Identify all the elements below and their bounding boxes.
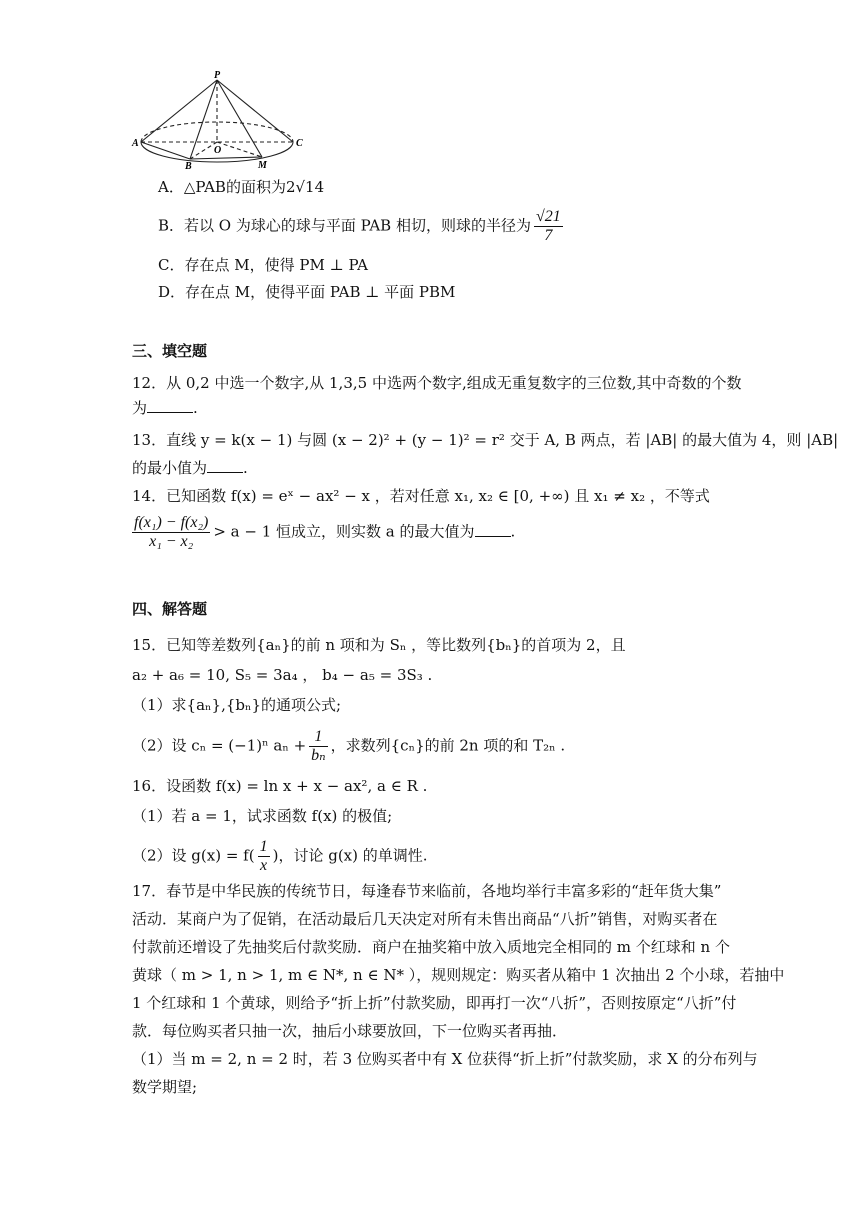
q13-line1: 13．直线 y = k(x − 1) 与圆 (x − 2)² + (y − 1)² = r² 交于 A, B 两点，若 |AB| 的最大值为 4，则 |AB| bbox=[132, 431, 839, 449]
option-b-text: B．若以 O 为球心的球与平面 PAB 相切，则球的半径为 bbox=[158, 216, 531, 235]
q15-part1: （1）求{aₙ},{bₙ}的通项公式; bbox=[132, 696, 342, 714]
q16-fraction bbox=[258, 838, 270, 875]
q14-suffix: . bbox=[510, 522, 516, 541]
cone-figure bbox=[128, 68, 308, 172]
q13-answer-blank bbox=[207, 458, 243, 473]
option-d: D．存在点 M，使得平面 PAB ⊥ 平面 PBM bbox=[158, 283, 456, 301]
option-c: C．存在点 M，使得 PM ⊥ PA bbox=[158, 256, 369, 274]
q17-line6: 款．每位购买者只抽一次，抽后小球要放回，下一位购买者再抽． bbox=[132, 1022, 568, 1040]
option-b bbox=[158, 208, 566, 245]
q17-part1-line2: 数学期望; bbox=[132, 1078, 198, 1096]
q17-line3: 付款前还增设了先抽奖后付款奖励．商户在抽奖箱中放入质地完全相同的 m 个红球和 n 个 bbox=[132, 938, 730, 956]
q12-line1: 12．从 0,2 中选一个数字,从 1,3,5 中选两个数字,组成无重复数字的三位数,其中奇数的个数 bbox=[132, 374, 742, 392]
option-b-den: 7 bbox=[544, 227, 553, 244]
q16-frac-num: 1 bbox=[259, 838, 268, 855]
q15-part2 bbox=[132, 728, 565, 765]
q15-part2-text: （2）设 cₙ = (−1)ⁿ aₙ + bbox=[132, 736, 307, 755]
option-b-num: √21 bbox=[535, 208, 561, 225]
q12-answer-blank bbox=[147, 398, 193, 413]
q16-part2-tail: )，讨论 g(x) 的单调性. bbox=[272, 846, 428, 865]
q15-line1: 15．已知等差数列{aₙ}的前 n 项和为 Sₙ ，等比数列{bₙ}的首项为 2，且 bbox=[132, 636, 626, 654]
q17-part1-line1: （1）当 m = 2, n = 2 时，若 3 位购买者中有 X 位获得“折上折”付款奖励，求 X 的分布列与 bbox=[132, 1050, 758, 1068]
option-a: A．△PAB的面积为2√14 bbox=[158, 178, 325, 196]
q16-line1: 16．设函数 f(x) = ln x + x − ax², a ∈ R . bbox=[132, 777, 428, 795]
q14-frac-num: f(x₁) − f(x₂) bbox=[134, 514, 209, 531]
label-o: O bbox=[214, 145, 222, 156]
q13-prefix: 的最小值为 bbox=[132, 459, 208, 477]
label-p: P bbox=[214, 70, 221, 81]
q14-line2 bbox=[132, 514, 515, 551]
label-c: C bbox=[296, 138, 303, 149]
q14-text: > a − 1 恒成立，则实数 a 的最大值为 bbox=[213, 522, 475, 541]
q12-prefix: 为 bbox=[132, 399, 148, 417]
q16-part2-text: （2）设 g(x) = f( bbox=[132, 846, 255, 865]
q15-line2: a₂ + a₆ = 10, S₅ = 3a₄ ， b₄ − a₅ = 3S₃ . bbox=[132, 666, 433, 684]
q15-frac-num: 1 bbox=[309, 728, 327, 747]
q15-part2-tail: ，求数列{cₙ}的前 2n 项的和 T₂ₙ . bbox=[330, 736, 566, 755]
q16-part2 bbox=[132, 838, 428, 875]
q17-line5: 1 个红球和 1 个黄球，则给予“折上折”付款奖励，即再打一次“八折”，否则按原定“八折”付 bbox=[132, 994, 737, 1012]
q14-line1: 14．已知函数 f(x) = eˣ − ax² − x ，若对任意 x₁, x₂ ∈ [0, +∞) 且 x₁ ≠ x₂ ，不等式 bbox=[132, 487, 710, 505]
q13-line2 bbox=[132, 457, 248, 479]
label-a: A bbox=[132, 138, 139, 149]
q15-fraction bbox=[309, 728, 327, 765]
label-b: B bbox=[185, 161, 192, 172]
q15-frac-den: bₙ bbox=[311, 747, 326, 764]
q17-line2: 活动．某商户为了促销，在活动最后几天决定对所有未售出商品“八折”销售，对购买者在 bbox=[132, 910, 718, 928]
label-m: M bbox=[258, 160, 267, 171]
section-fill-in-title: 三、填空题 bbox=[132, 342, 208, 360]
q16-frac-den: x bbox=[260, 857, 268, 874]
q14-fraction bbox=[132, 514, 210, 551]
q13-suffix: . bbox=[243, 459, 248, 477]
q12-line2 bbox=[132, 397, 198, 419]
q16-part1: （1）若 a = 1，试求函数 f(x) 的极值; bbox=[132, 807, 393, 825]
q14-answer-blank bbox=[475, 522, 511, 537]
q14-frac-den: x₁ − x₂ bbox=[149, 533, 194, 550]
option-b-fraction bbox=[534, 208, 563, 245]
q12-suffix: . bbox=[193, 399, 198, 417]
q17-line4: 黄球（ m > 1, n > 1, m ∈ N*, n ∈ N* ），规则规定：购买者从箱中 1 次抽出 2 个小球，若抽中 bbox=[132, 966, 785, 984]
q17-line1: 17．春节是中华民族的传统节日，每逢春节来临前，各地均举行丰富多彩的“赶年货大集” bbox=[132, 882, 722, 900]
section-answer-title: 四、解答题 bbox=[132, 600, 208, 618]
